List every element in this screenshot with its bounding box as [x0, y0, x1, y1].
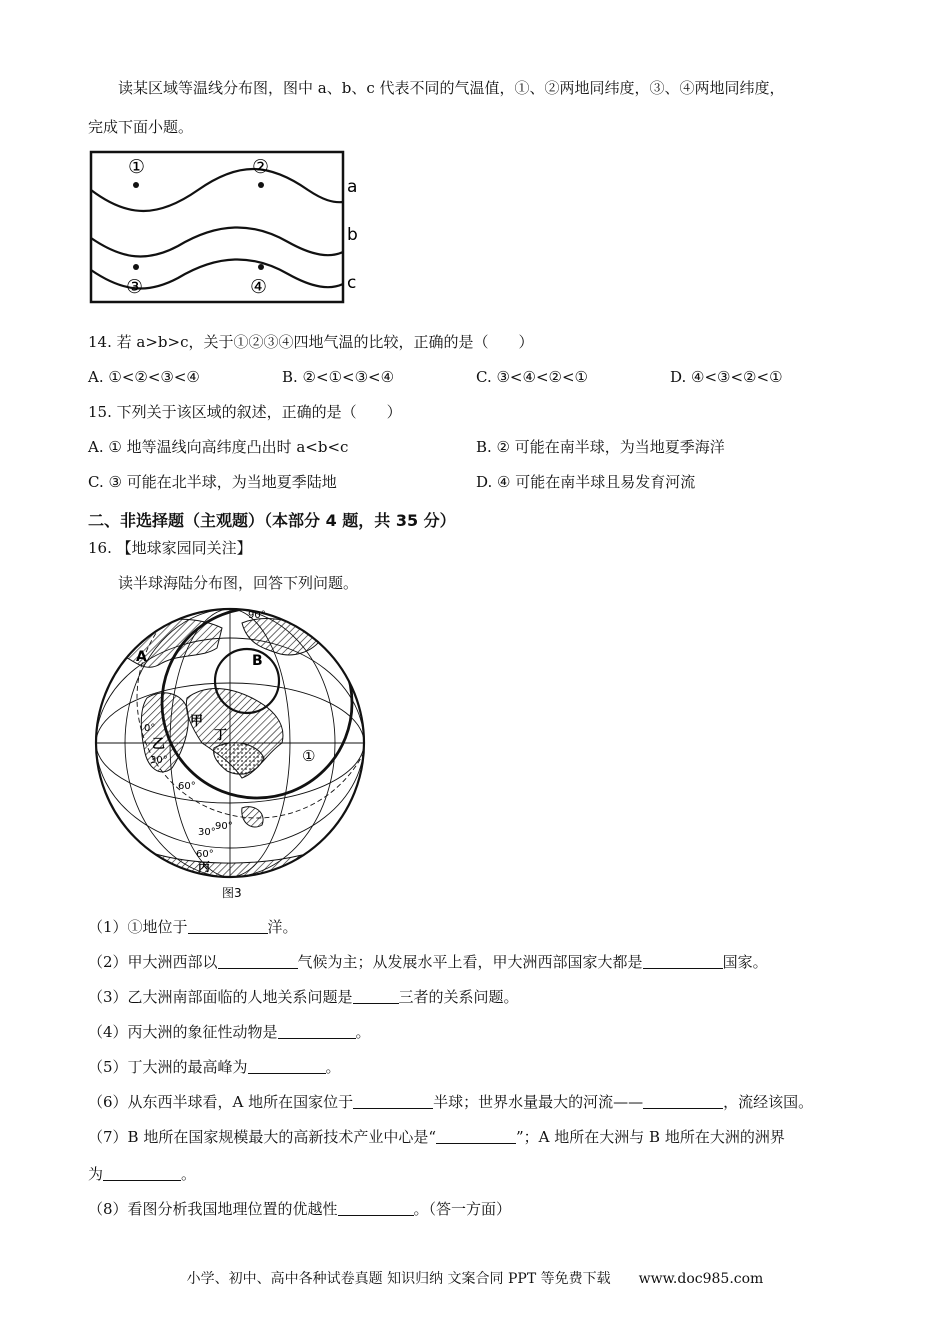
- blank-8[interactable]: [338, 1200, 414, 1216]
- label-point-1: ①: [302, 747, 316, 765]
- label-jia: 甲: [190, 714, 204, 729]
- point-2-dot: [258, 182, 264, 188]
- label-30-a: 30°: [150, 755, 168, 766]
- q16-sub-5: （5）丁大洲的最高峰为 。: [88, 1058, 341, 1076]
- blank-6b[interactable]: [643, 1093, 723, 1109]
- q15-option-a[interactable]: A. ① 地等温线向高纬度凸出时 a<b<c: [88, 438, 349, 456]
- label-60-a: 60°: [178, 781, 196, 792]
- blank-3[interactable]: [353, 988, 399, 1004]
- isotherm-figure: [88, 150, 368, 308]
- figure-caption: 图3: [222, 886, 242, 900]
- q16-sub-8: （8）看图分析我国地理位置的优越性 。（答一方面）: [88, 1200, 512, 1218]
- q16-sub-2: （2）甲大洲西部以 气候为主；从发展水平上看，甲大洲西部国家大都是 国家。: [88, 953, 768, 971]
- label-yi: 乙: [152, 737, 166, 752]
- q14-option-c[interactable]: C. ③<④<②<①: [476, 368, 588, 386]
- line-label-a: a: [347, 177, 358, 197]
- q16-sub-3: （3）乙大洲南部面临的人地关系问题是 三者的关系问题。: [88, 988, 519, 1006]
- point-3-dot: [133, 264, 139, 270]
- line-label-c: c: [347, 273, 357, 293]
- label-60-b: 60°: [196, 849, 214, 860]
- q15-option-c[interactable]: C. ③ 可能在北半球，为当地夏季陆地: [88, 473, 337, 491]
- label-0: 0°: [144, 723, 156, 734]
- label-B: B: [252, 653, 263, 669]
- blank-4[interactable]: [278, 1023, 356, 1039]
- q15-stem: 15. 下列关于该区域的叙述，正确的是（ ）: [88, 403, 402, 421]
- q16-intro: 读半球海陆分布图，回答下列问题。: [118, 574, 359, 592]
- hemisphere-figure: [92, 603, 370, 903]
- q16-stem: 16. 【地球家园同关注】: [88, 539, 252, 557]
- q14-option-b[interactable]: B. ②<①<③<④: [282, 368, 395, 386]
- isotherm-b: [91, 227, 343, 256]
- page-footer: 小学、初中、高中各种试卷真题 知识归纳 文案合同 PPT 等免费下载 www.doc985.com: [186, 1271, 764, 1287]
- blank-7a[interactable]: [436, 1128, 516, 1144]
- point-4-label: ④: [250, 276, 268, 298]
- point-4-dot: [258, 264, 264, 270]
- intro-line-2: 完成下面小题。: [88, 118, 194, 136]
- blank-2b[interactable]: [643, 953, 723, 969]
- point-1-label: ①: [128, 156, 146, 178]
- q16-sub-4: （4）丙大洲的象征性动物是 。: [88, 1023, 371, 1041]
- q16-sub-7: （7）B 地所在国家规模最大的高新技术产业中心是“ ”；A 地所在大洲与 B 地所在大洲的洲界: [88, 1128, 785, 1146]
- label-A: A: [136, 649, 147, 665]
- point-2-label: ②: [252, 156, 270, 178]
- q16-sub-7-cont: 为 。: [88, 1165, 197, 1183]
- q16-sub-1: （1）①地位于 洋。: [88, 918, 298, 936]
- label-90-top: 90°: [248, 610, 266, 621]
- island-region: [242, 807, 263, 827]
- blank-1[interactable]: [188, 918, 268, 934]
- q15-option-b[interactable]: B. ② 可能在南半球，为当地夏季海洋: [476, 438, 725, 456]
- label-ding: 丁: [214, 728, 228, 743]
- point-1-dot: [133, 182, 139, 188]
- section-2-title: 二、非选择题（主观题）（本部分 4 题，共 35 分）: [88, 511, 456, 530]
- label-30-b: 30°: [198, 827, 216, 838]
- blank-6a[interactable]: [353, 1093, 433, 1109]
- q14-stem: 14. 若 a>b>c，关于①②③④四地气温的比较，正确的是（ ）: [88, 333, 534, 351]
- point-3-label: ③: [126, 276, 144, 298]
- label-90-b: 90°: [215, 821, 233, 832]
- blank-2a[interactable]: [218, 953, 298, 969]
- q16-sub-6: （6）从东西半球看，A 地所在国家位于 半球；世界水量最大的河流—— ，流经该国。: [88, 1093, 814, 1111]
- q15-option-d[interactable]: D. ④ 可能在南半球且易发育河流: [476, 473, 696, 491]
- q14-option-d[interactable]: D. ④<③<②<①: [670, 368, 783, 386]
- blank-5[interactable]: [248, 1058, 326, 1074]
- intro-line-1: 读某区域等温线分布图，图中 a、b、c 代表不同的气温值，①、②两地同纬度，③、④两地同纬度，: [118, 79, 785, 97]
- label-bing: 丙: [198, 860, 211, 874]
- blank-7b[interactable]: [103, 1165, 181, 1181]
- line-label-b: b: [347, 225, 358, 245]
- q14-option-a[interactable]: A. ①<②<③<④: [88, 368, 200, 386]
